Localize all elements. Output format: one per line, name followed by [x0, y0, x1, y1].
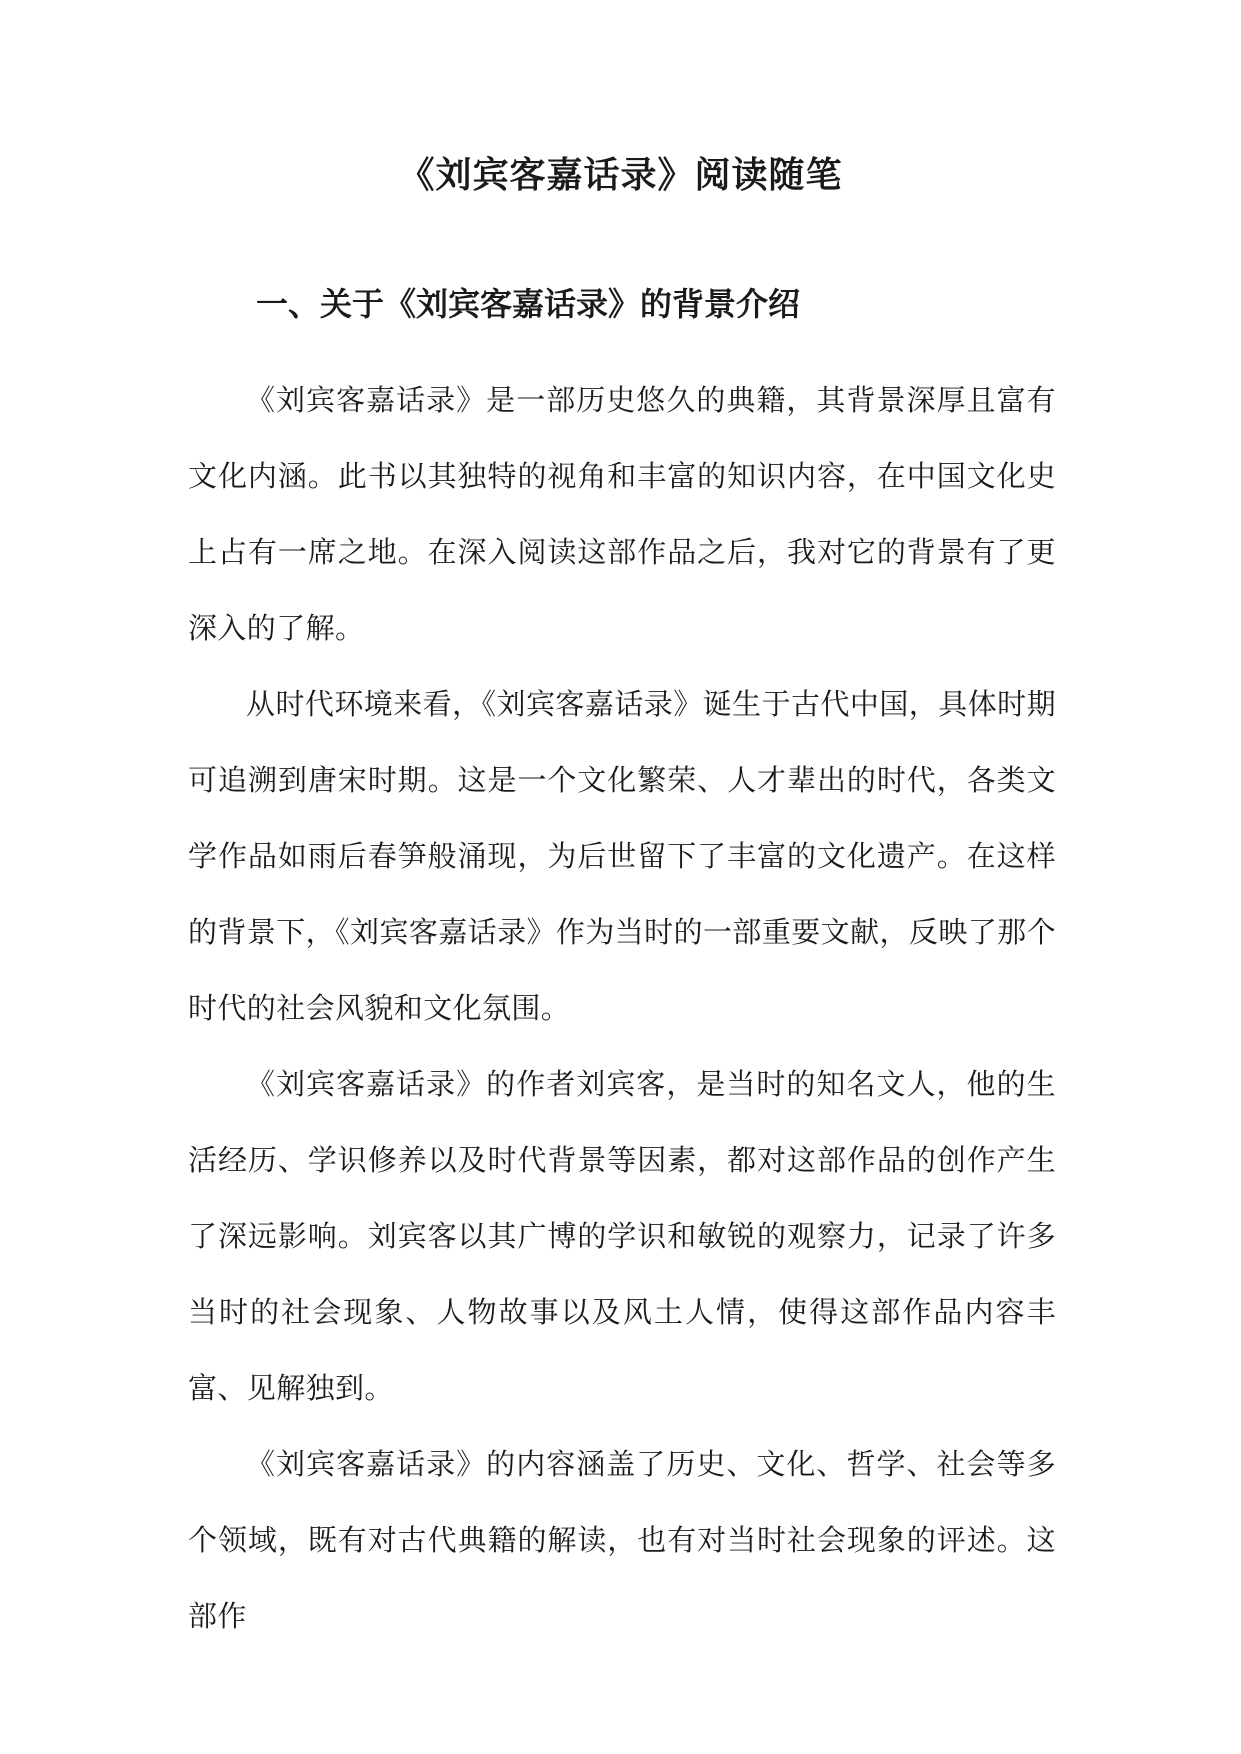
document-body — [188, 362, 1056, 1654]
paragraph-4: 《刘宾客嘉话录》的内容涵盖了历史、文化、哲学、社会等多个领域，既有对古代典籍的解读，也有对当时社会现象的评述。这部作 — [188, 1447, 1056, 1633]
paragraph-2: 从时代环境来看，《刘宾客嘉话录》诞生于古代中国，具体时期可追溯到唐宋时期。这是一个文化繁荣、人才辈出的时代，各类文学作品如雨后春笋般涌现，为后世留下了丰富的文化遗产。在这样的背景下，《刘宾客嘉话录》作为当时的一部重要文献，反映了那个时代的社会风貌和文化氛围。 — [188, 687, 1056, 1025]
document-title: 《刘宾客嘉话录》阅读随笔 — [398, 155, 843, 196]
paragraph-1: 《刘宾客嘉话录》是一部历史悠久的典籍，其背景深厚且富有文化内涵。此书以其独特的视角和丰富的知识内容，在中国文化史上占有一席之地。在深入阅读这部作品之后，我对它的背景有了更深入的了解。 — [188, 383, 1056, 645]
paragraph-3: 《刘宾客嘉话录》的作者刘宾客，是当时的知名文人，他的生活经历、学识修养以及时代背景等因素，都对这部作品的创作产生了深远影响。刘宾客以其广博的学识和敏锐的观察力，记录了许多当时的社会现象、人物故事以及风土人情，使得这部作品内容丰富、见解独到。 — [188, 1067, 1056, 1405]
section-heading: 一、关于《刘宾客嘉话录》的背景介绍 — [256, 285, 801, 323]
